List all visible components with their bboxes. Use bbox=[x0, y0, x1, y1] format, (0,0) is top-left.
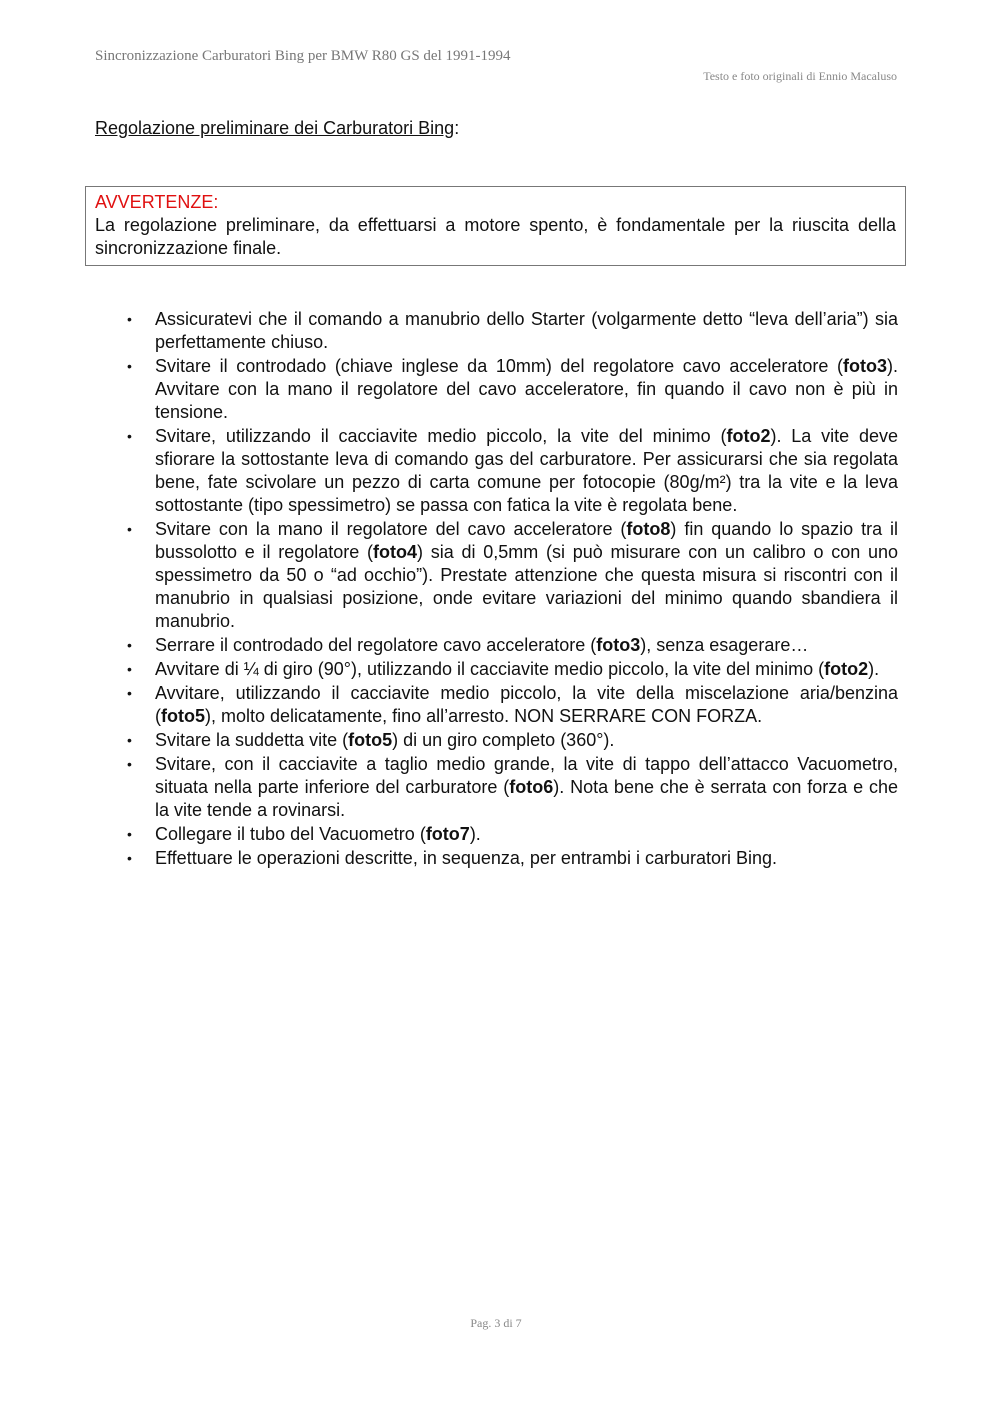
step-text: Avvitare di ¼ di giro (90°), utilizzando il cacciavite medio piccolo, la vite del minimo ( bbox=[155, 659, 825, 679]
photo-reference: foto5 bbox=[161, 706, 205, 726]
bullet-dot: • bbox=[127, 826, 132, 842]
photo-reference: foto6 bbox=[509, 777, 554, 797]
section-title bbox=[95, 118, 459, 139]
step-text: ), molto delicatamente, fino all’arresto. NON SERRARE CON FORZA. bbox=[205, 706, 763, 726]
photo-reference: foto3 bbox=[596, 635, 641, 655]
bullet-dot: • bbox=[127, 637, 132, 653]
section-title-text: Regolazione preliminare dei Carburatori Bing bbox=[95, 118, 455, 138]
step-item bbox=[120, 518, 898, 633]
photo-reference: foto5 bbox=[348, 730, 393, 750]
step-text: ) sia di 0,5mm (si può misurare con un calibro o con uno spessimetro da 50 o “ad occhio”). Prestate attenzione che questa misura si riscontri con il manubrio in qualsiasi posizione, onde evitare variazioni del minimo quando sbandiera il manubrio. bbox=[155, 542, 898, 631]
step-text: ) di un giro completo (360°). bbox=[392, 730, 615, 750]
page-number: Pag. 3 di 7 bbox=[470, 1316, 522, 1330]
bullet-dot: • bbox=[127, 358, 132, 374]
bullet-dot: • bbox=[127, 685, 132, 701]
step-item bbox=[120, 753, 898, 822]
bullet-dot: • bbox=[127, 661, 132, 677]
step-item bbox=[120, 823, 898, 846]
step-item bbox=[120, 847, 898, 870]
step-text: ). bbox=[868, 659, 880, 679]
photo-reference: foto3 bbox=[843, 356, 887, 376]
photo-reference: foto8 bbox=[626, 519, 671, 539]
step-text: Svitare, con il cacciavite a taglio medio grande, la vite di tappo dell’attacco Vacuometro, situata nella parte inferiore del carburatore ( bbox=[155, 754, 898, 797]
warning-box bbox=[85, 186, 906, 266]
step-item bbox=[120, 425, 898, 517]
step-text: ), senza esagerare… bbox=[640, 635, 809, 655]
step-text: ). La vite deve sfiorare la sottostante leva di comando gas del carburatore. Per assicurarsi che sia regolata bene, fate scivolare un pezzo di carta comune per fotocopie (80g/m²) tra la vite e la leva sottostante (tipo spessimetro) se passa con fatica la vite è regolata bene. bbox=[155, 426, 899, 515]
step-text: Effettuare le operazioni descritte, in sequenza, per entrambi i carburatori Bing. bbox=[155, 848, 778, 868]
bullet-dot: • bbox=[127, 756, 132, 772]
step-item bbox=[120, 658, 898, 681]
step-text: ). Nota bene che è serrata con forza e che la vite tende a rovinarsi. bbox=[155, 777, 898, 820]
step-text: ). Avvitare con la mano il regolatore del cavo acceleratore, fin quando il cavo non è più in tensione. bbox=[155, 356, 898, 422]
step-item bbox=[120, 355, 898, 424]
document-header-subtitle: Testo e foto originali di Ennio Macaluso bbox=[703, 69, 897, 83]
step-item bbox=[120, 634, 898, 657]
step-item bbox=[120, 729, 898, 752]
step-text: Svitare con la mano il regolatore del cavo acceleratore ( bbox=[155, 519, 627, 539]
step-text: Avvitare, utilizzando il cacciavite medio piccolo, la vite della miscelazione aria/benzina ( bbox=[155, 683, 898, 726]
section-title-colon: : bbox=[454, 118, 460, 138]
bullet-dot: • bbox=[127, 311, 132, 327]
step-text: ) fin quando lo spazio tra il bussolotto e il regolatore ( bbox=[155, 519, 898, 562]
step-text: Collegare il tubo del Vacuometro ( bbox=[155, 824, 426, 844]
photo-reference: foto2 bbox=[726, 426, 771, 446]
step-text: Svitare il controdado (chiave inglese da 10mm) del regolatore cavo acceleratore ( bbox=[155, 356, 843, 376]
steps-list bbox=[120, 308, 898, 871]
step-item bbox=[120, 682, 898, 728]
step-text: Serrare il controdado del regolatore cavo acceleratore ( bbox=[155, 635, 597, 655]
step-text: Svitare la suddetta vite ( bbox=[155, 730, 349, 750]
photo-reference: foto4 bbox=[373, 542, 418, 562]
bullet-dot: • bbox=[127, 732, 132, 748]
warning-body: La regolazione preliminare, da effettuarsi a motore spento, è fondamentale per la riuscita della sincronizzazione finale. bbox=[95, 215, 896, 258]
bullet-dot: • bbox=[127, 521, 132, 537]
document-header-title: Sincronizzazione Carburatori Bing per BMW R80 GS del 1991-1994 bbox=[95, 48, 511, 64]
photo-reference: foto7 bbox=[425, 824, 470, 844]
step-text: Svitare, utilizzando il cacciavite medio piccolo, la vite del minimo ( bbox=[155, 426, 727, 446]
bullet-dot: • bbox=[127, 850, 132, 866]
photo-reference: foto2 bbox=[824, 659, 869, 679]
step-text: Assicuratevi che il comando a manubrio dello Starter (volgarmente detto “leva dell’aria”) sia perfettamente chiuso. bbox=[155, 309, 898, 352]
step-text: ). bbox=[469, 824, 481, 844]
step-item bbox=[120, 308, 898, 354]
bullet-dot: • bbox=[127, 428, 132, 444]
warning-heading: AVVERTENZE: bbox=[95, 192, 219, 212]
